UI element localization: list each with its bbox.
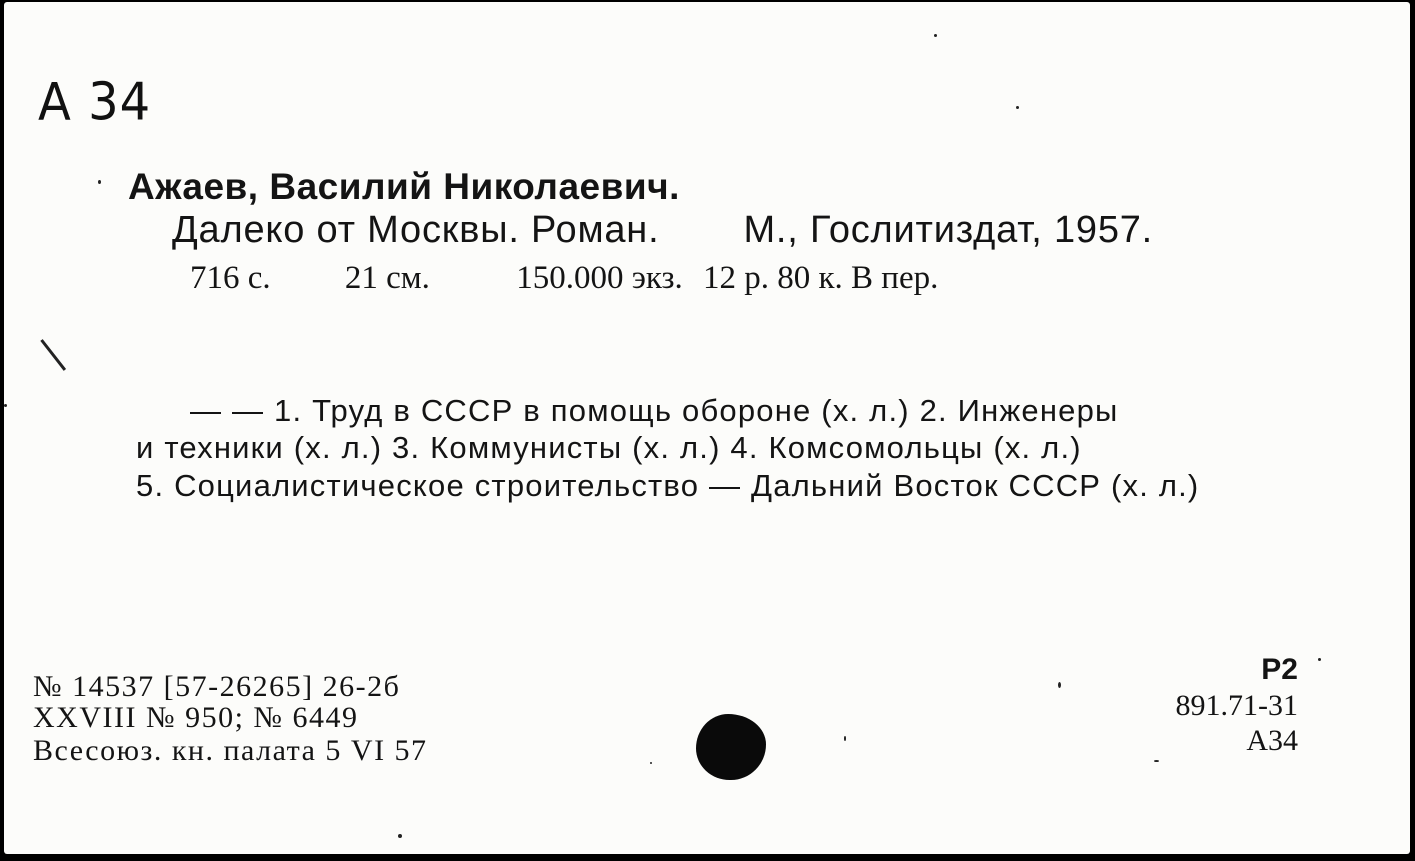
subject-line-1: — — 1. Труд в СССР в помощь обороне (х. л.) 2. Инженеры <box>190 393 1119 428</box>
physical-description <box>190 260 938 297</box>
book-size: 21 см. <box>344 260 430 296</box>
page-count: 716 с. <box>190 260 271 296</box>
speck <box>398 834 402 838</box>
speck <box>934 34 937 37</box>
udc-number: 891.71-31 <box>1175 689 1298 722</box>
handwritten-call-number: А 34 <box>38 71 152 133</box>
speck <box>844 736 846 741</box>
speck <box>1058 682 1061 688</box>
title-line <box>172 209 1153 252</box>
speck <box>1016 106 1019 109</box>
price: 12 р. 80 к. В пер. <box>702 260 939 296</box>
speck <box>98 180 101 184</box>
speck <box>4 404 7 407</box>
speck <box>1154 760 1159 762</box>
classification-code: Р2 <box>1261 653 1298 686</box>
catalog-card <box>4 2 1410 854</box>
subject-line-3: 5. Социалистическое строительство — Дальний Восток СССР (х. л.) <box>136 468 1200 503</box>
chamber-date: Всесоюз. кн. палата 5 VI 57 <box>33 734 428 767</box>
book-title: Далеко от Москвы. Роман. <box>172 209 660 251</box>
print-run: 150.000 экз. <box>516 260 683 296</box>
card-punch-hole <box>696 714 766 780</box>
subject-line-2: и техники (х. л.) 3. Коммунисты (х. л.) 4. Комсомольцы (х. л.) <box>136 430 1082 465</box>
pencil-mark <box>40 339 66 371</box>
registration-volume: XXVIII № 950; № 6449 <box>33 701 359 734</box>
speck <box>1318 658 1321 661</box>
author-heading: Ажаев, Василий Николаевич. <box>128 166 680 207</box>
registration-number: № 14537 [57-26265] 26-2б <box>33 670 401 703</box>
imprint: М., Гослитиздат, 1957. <box>743 209 1154 251</box>
speck <box>650 762 652 764</box>
author-mark: А34 <box>1246 724 1298 757</box>
